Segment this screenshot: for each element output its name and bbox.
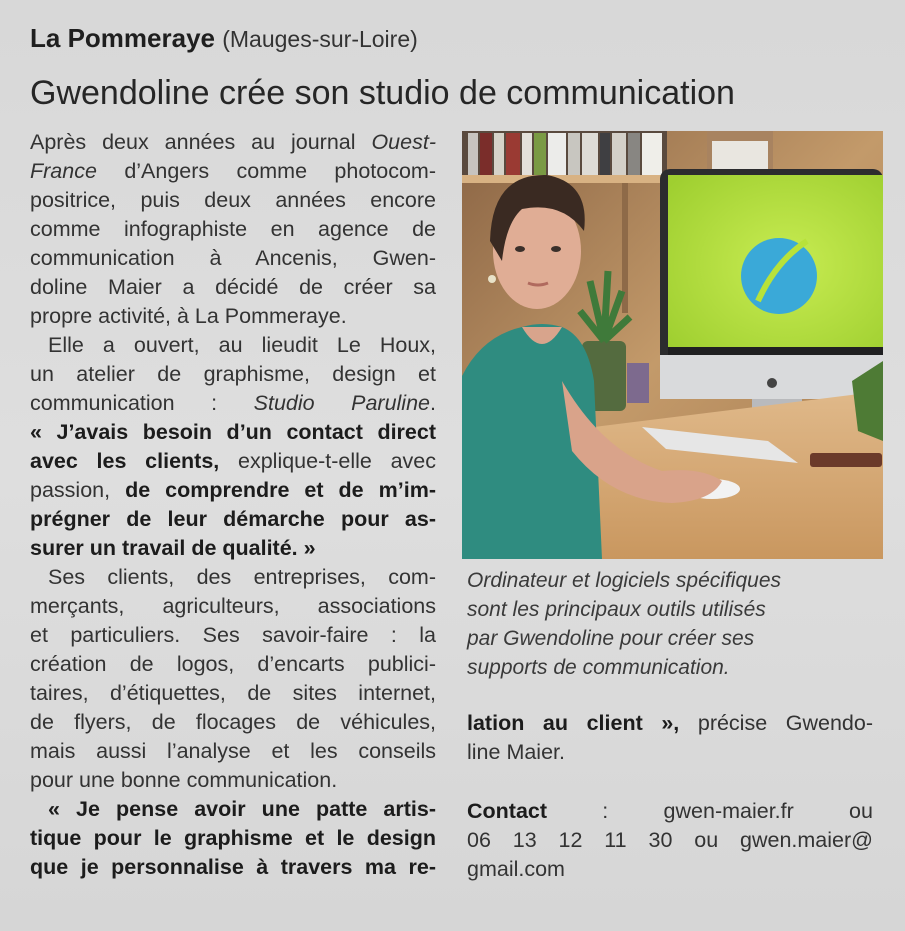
text-line: Elle a ouvert, au lieudit Le Houx,: [48, 333, 436, 357]
quote-line: que je personnalise à travers ma re-: [30, 855, 436, 879]
article-header: [30, 22, 418, 55]
text-line: comme infographiste en agence de: [30, 217, 436, 241]
text-line: de flyers, de flocages de véhicules,: [30, 710, 436, 734]
text-line: pour une bonne communication.: [30, 768, 338, 792]
quote-line: tique pour le graphisme et le design: [30, 826, 436, 850]
text-line: communication : Studio Paruline.: [30, 391, 436, 415]
text-line: propre activité, à La Pommeraye.: [30, 304, 347, 328]
article-left-column: [30, 128, 436, 882]
contact-line: gmail.com: [467, 857, 565, 881]
text-line: avec les clients, explique-t-elle avec: [30, 449, 436, 473]
text-line: et particuliers. Ses savoir-faire : la: [30, 623, 436, 647]
text-line: communication à Ancenis, Gwen-: [30, 246, 436, 270]
text-line: line Maier.: [467, 740, 565, 764]
text-line: merçants, agriculteurs, associations: [30, 594, 436, 618]
quote-line: « J’avais besoin d’un contact direct: [30, 420, 436, 444]
caption-line: sont les principaux outils utilisés: [467, 598, 766, 621]
quote-line: prégner de leur démarche pour as-: [30, 507, 436, 531]
text-line: mais aussi l’analyse et les conseils: [30, 739, 436, 763]
text-line: France d’Angers comme photocom-: [30, 159, 436, 183]
contact-label: Contact: [467, 799, 548, 823]
caption-line: par Gwendoline pour créer ses: [467, 627, 755, 650]
caption-line: Ordinateur et logiciels spécifiques: [467, 569, 781, 592]
article-right-column: [467, 709, 873, 767]
text-line: positrice, puis deux années encore: [30, 188, 436, 212]
text-line: un atelier de graphisme, design et: [30, 362, 436, 386]
photo-caption: [467, 566, 887, 682]
website: gwen-maier.fr ou: [663, 799, 873, 823]
photo-illustration: [462, 131, 883, 559]
contact-block: [467, 797, 873, 884]
text-line: Après deux années au journal Ouest-: [30, 130, 436, 154]
text-line: taires, d’étiquettes, de sites internet,: [30, 681, 436, 705]
text-line: passion, de comprendre et de m’im-: [30, 478, 436, 502]
text-line: lation au client », précise Gwendo-: [467, 711, 873, 735]
commune-name: (Mauges-sur-Loire): [222, 26, 418, 52]
contact-line: Contact : gwen-maier.fr ou: [467, 799, 873, 823]
contact-line: 06 13 12 11 30 ou gwen.maier@: [467, 828, 873, 852]
text-line: doline Maier a décidé de créer sa: [30, 275, 436, 299]
text-line: Ses clients, des entreprises, com-: [48, 565, 436, 589]
caption-line: supports de communication.: [467, 656, 730, 679]
text-line: création de logos, d’encarts publici-: [30, 652, 436, 676]
quote-line: « Je pense avoir une patte artis-: [48, 797, 436, 821]
quote-line: surer un travail de qualité. »: [30, 536, 316, 560]
article-headline: Gwendoline crée son studio de communication: [30, 74, 735, 112]
town-name: La Pommeraye: [30, 23, 215, 53]
article-photo: [462, 131, 883, 559]
